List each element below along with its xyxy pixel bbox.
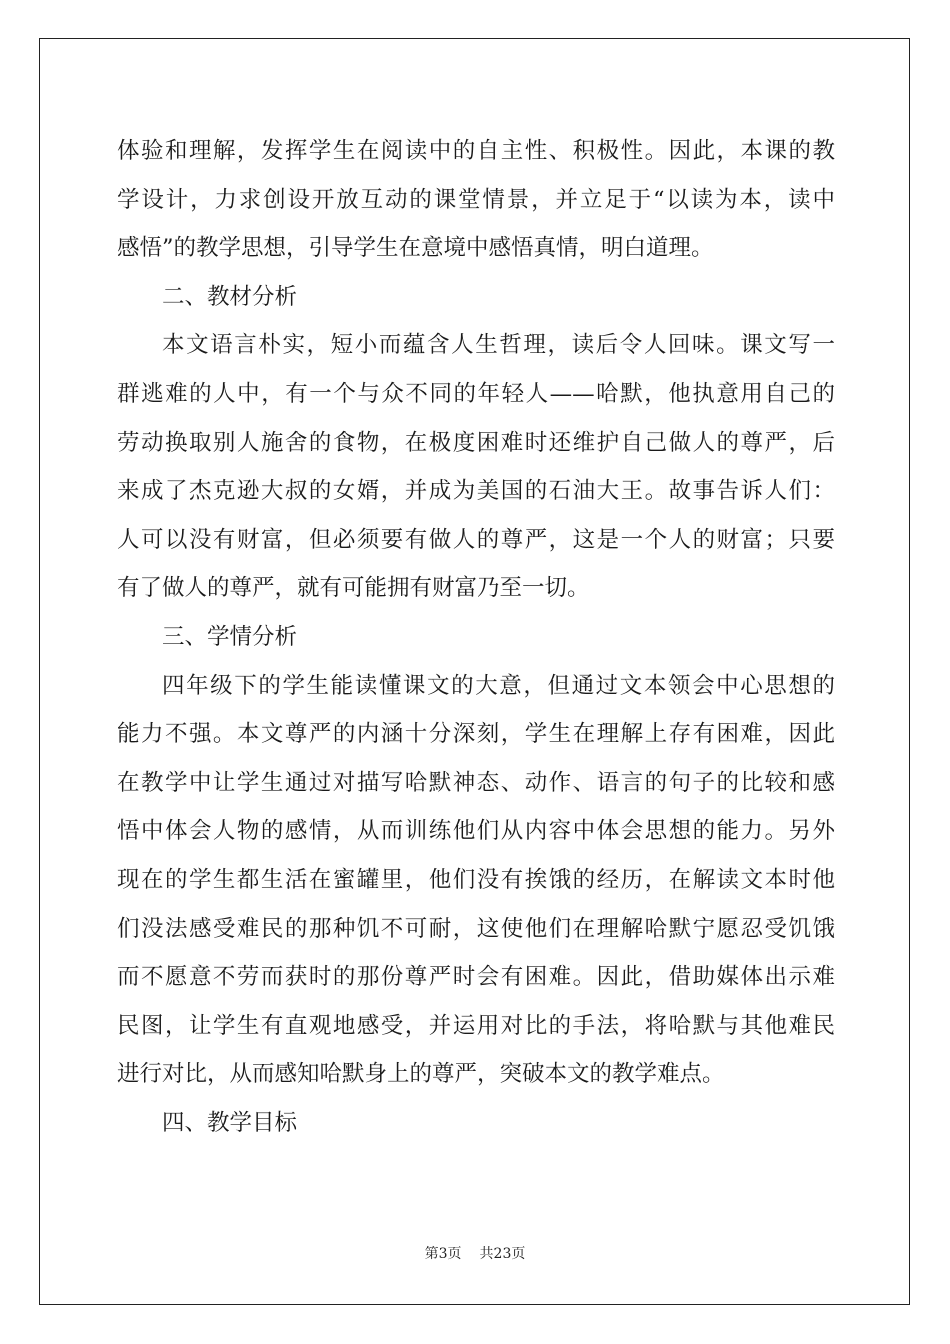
paragraph-line: 有了做人的尊严，就有可能拥有财富乃至一切。: [117, 575, 590, 602]
paragraph-line: 而不愿意不劳而获时的那份尊严时会有困难。因此，借助媒体出示难: [117, 964, 835, 991]
section-heading: 四、教学目标: [162, 1109, 298, 1136]
paragraph-line: 人可以没有财富，但必须要有做人的尊严，这是一个人的财富；只要: [117, 526, 835, 553]
section-heading: 三、学情分析: [162, 623, 298, 650]
section-heading: 二、教材分析: [162, 283, 298, 310]
paragraph-line: 本文语言朴实，短小而蕴含人生哲理，读后令人回味。课文写一: [162, 332, 835, 359]
paragraph-line: 进行对比，从而感知哈默身上的尊严，突破本文的教学难点。: [117, 1061, 725, 1088]
paragraph-line: 能力不强。本文尊严的内涵十分深刻，学生在理解上存有困难，因此: [117, 721, 835, 748]
paragraph-line: 学设计，力求创设开放互动的课堂情景，并立足于“以读为本，读中: [117, 186, 835, 213]
document-body: [117, 127, 835, 1147]
page-number: 第3页: [424, 1246, 462, 1262]
paragraph-line: 现在的学生都生活在蜜罐里，他们没有挨饿的经历，在解读文本时他: [117, 866, 835, 893]
paragraph-line: 四年级下的学生能读懂课文的大意，但通过文本领会中心思想的: [162, 672, 835, 699]
page-footer: [0, 1243, 950, 1263]
paragraph-line: 体验和理解，发挥学生在阅读中的自主性、积极性。因此，本课的教: [117, 138, 835, 164]
page-total: 共23页: [479, 1246, 526, 1262]
paragraph-line: 来成了杰克逊大叔的女婿，并成为美国的石油大王。故事告诉人们：: [117, 478, 835, 505]
paragraph-line: 在教学中让学生通过对描写哈默神态、动作、语言的句子的比较和感: [117, 769, 835, 796]
paragraph-line: 悟中体会人物的感情，从而训练他们从内容中体会思想的能力。另外: [117, 818, 835, 845]
paragraph-line: 群逃难的人中，有一个与众不同的年轻人——哈默，他执意用自己的: [117, 380, 835, 407]
paragraph-line: 民图，让学生有直观地感受，并运用对比的手法，将哈默与其他难民: [117, 1012, 835, 1039]
paragraph-line: 劳动换取别人施舍的食物，在极度困难时还维护自己做人的尊严，后: [117, 429, 835, 456]
paragraph-line: 们没法感受难民的那种饥不可耐，这使他们在理解哈默宁愿忍受饥饿: [117, 915, 835, 942]
paragraph-line: 感悟”的教学思想，引导学生在意境中感悟真情，明白道理。: [117, 235, 714, 262]
